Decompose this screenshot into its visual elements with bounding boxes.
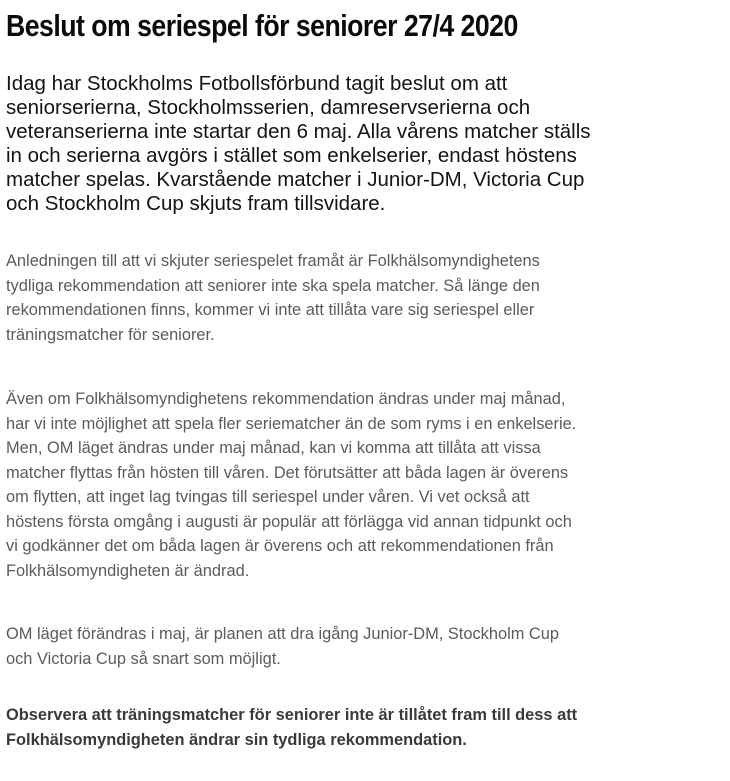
paragraph-line: matcher flyttas från hösten till våren. Det förutsätter att båda lagen är överens xyxy=(6,463,569,482)
paragraph-line: har vi inte möjlighet att spela fler seriematcher än de som ryms i en enkelserie. xyxy=(6,414,577,433)
paragraph-line: och Victoria Cup så snart som möjligt. xyxy=(6,649,281,668)
paragraph-line: Även om Folkhälsomyndighetens rekommendation ändras under maj månad, xyxy=(6,390,566,408)
paragraph-line: OM läget förändras i maj, är planen att dra igång Junior-DM, Stockholm Cup xyxy=(6,625,559,643)
body-paragraph-reason xyxy=(6,249,728,347)
body-paragraph-plan xyxy=(6,622,728,671)
paragraph-line: höstens första omgång i augusti är populär att förlägga vid annan tidpunkt och xyxy=(6,512,572,531)
ingress-line: in och serierna avgörs i stället som enkelserier, endast höstens xyxy=(6,144,577,167)
paragraph-line: Men, OM läget ändras under maj månad, kan vi komma att tillåta att vissa xyxy=(6,439,541,457)
paragraph-line: tydliga rekommendation att seniorer inte ska spela matcher. Så länge den xyxy=(6,276,540,295)
paragraph-line: träningsmatcher för seniorer. xyxy=(6,325,215,344)
notice-line: Observera att träningsmatcher för seniorer inte är tillåtet fram till dess att xyxy=(6,706,578,724)
paragraph-line: rekommendationen finns, kommer vi inte att tillåta vare sig seriespel eller xyxy=(6,301,535,319)
news-article xyxy=(6,0,728,752)
article-ingress xyxy=(6,72,728,216)
ingress-line: veteranserierna inte startar den 6 maj. Alla vårens matcher ställs xyxy=(6,120,591,143)
body-paragraph-may-change xyxy=(6,387,728,583)
paragraph-line: om flytten, att inget lag tvingas till seriespel under våren. Vi vet också att xyxy=(6,488,530,506)
ingress-line: matcher spelas. Kvarstående matcher i Junior-DM, Victoria Cup xyxy=(6,168,585,191)
paragraph-line: Anledningen till att vi skjuter seriespelet framåt är Folkhälsomyndighetens xyxy=(6,252,540,270)
bold-notice xyxy=(6,703,728,752)
ingress-line: seniorserierna, Stockholmsserien, damreservserierna och xyxy=(6,96,531,119)
article-title: Beslut om seriespel för seniorer 27/4 2020 xyxy=(6,8,518,43)
paragraph-line: vi godkänner det om båda lagen är överens och att rekommendationen från xyxy=(6,537,554,555)
ingress-line: Idag har Stockholms Fotbollsförbund tagit beslut om att xyxy=(6,72,508,95)
notice-line: Folkhälsomyndigheten ändrar sin tydliga rekommendation. xyxy=(6,730,467,749)
paragraph-line: Folkhälsomyndigheten är ändrad. xyxy=(6,561,250,580)
ingress-line: och Stockholm Cup skjuts fram tillsvidare. xyxy=(6,192,386,215)
